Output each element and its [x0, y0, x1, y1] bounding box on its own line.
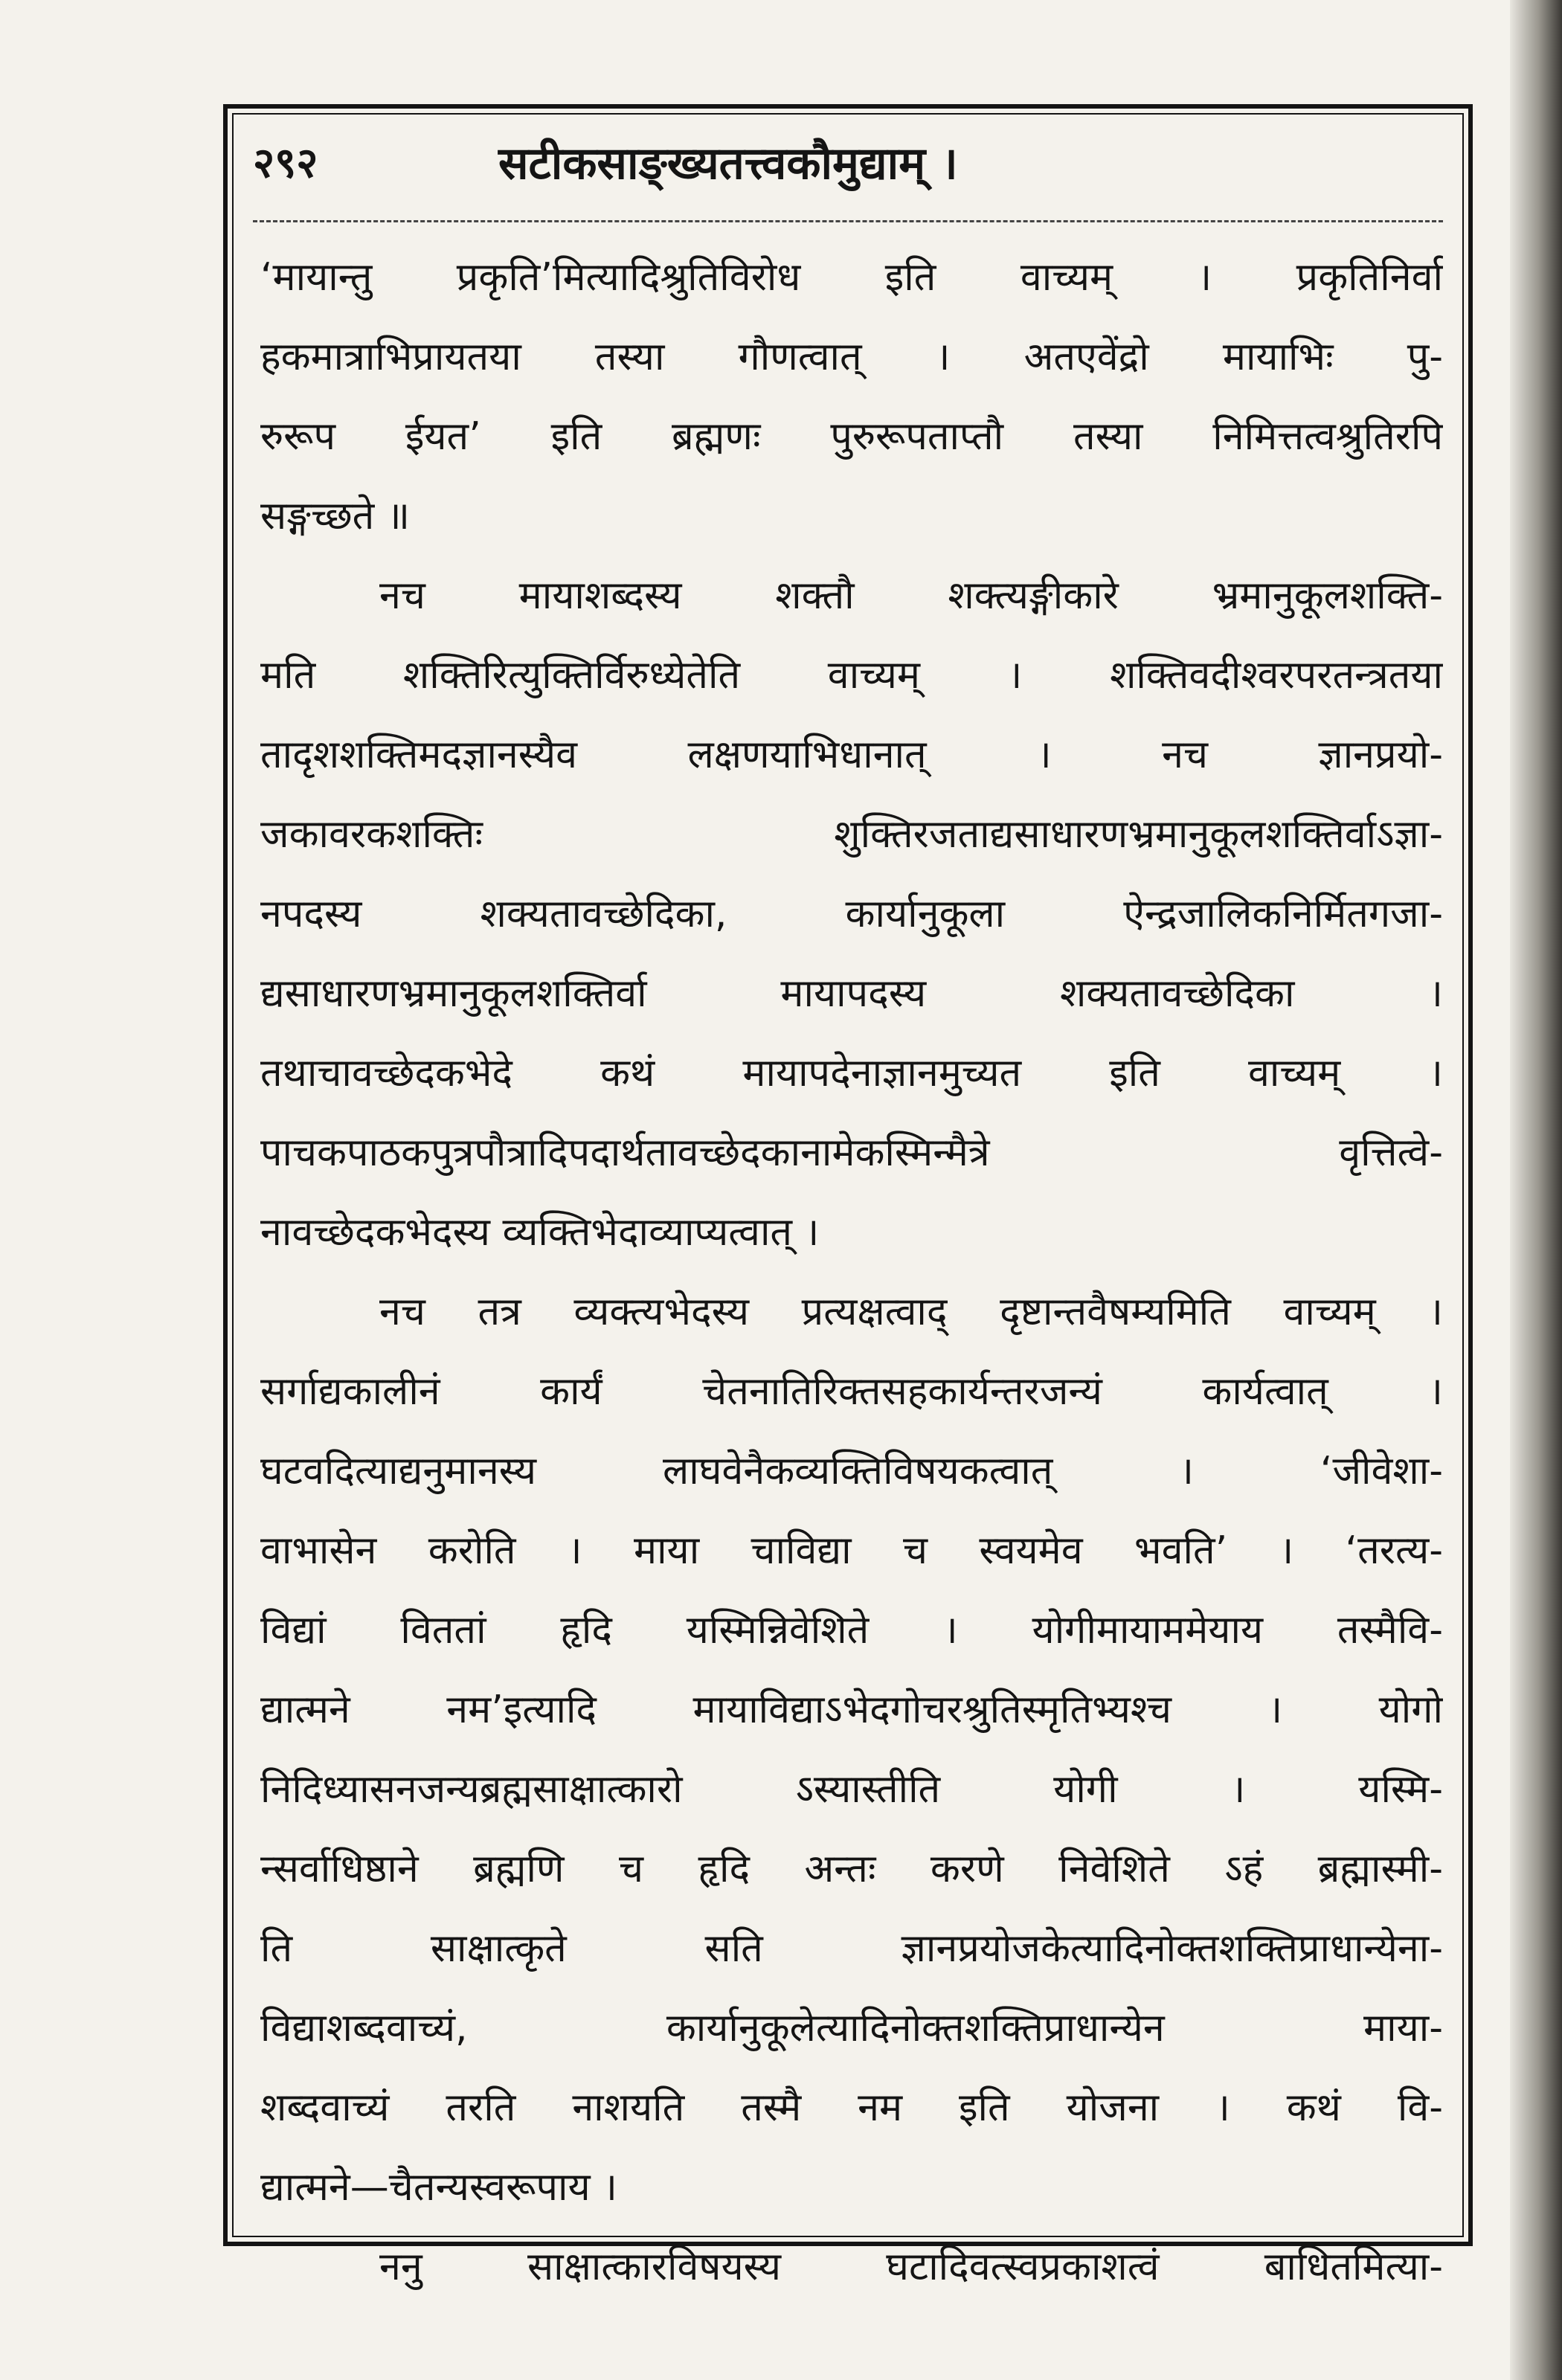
text-line: सर्गाद्यकालीनं कार्यं चेतनातिरिक्तसहकार्यन्तरजन्यं कार्यत्वात् । [260, 1369, 1443, 1414]
paragraph-2 [260, 556, 1443, 1273]
text-line: पाचकपाठकपुत्रपौत्रादिपदार्थतावच्छेदकानामेकस्मिन्मैत्रे वृत्तित्वे- [260, 1130, 1443, 1175]
text-line: द्यसाधारणभ्रमानुकूलशक्तिर्वा मायापदस्य शक्यतावच्छेदिका । [260, 971, 1443, 1016]
text-line: नच तत्र व्यक्त्यभेदस्य प्रत्यक्षत्वाद् दृष्टान्तवैषम्यमिति वाच्यम् । [379, 1290, 1443, 1334]
text-line: नच मायाशब्दस्य शक्तौ शक्त्यङ्गीकारे भ्रमानुकूलशक्ति- [379, 573, 1443, 618]
text-line: मति शक्तिरित्युक्तिर्विरुध्येतेति वाच्यम् । शक्तिवदीश्वरपरतन्त्रतया [260, 653, 1443, 698]
header-divider [253, 220, 1443, 222]
text-line: द्यात्मने—चैतन्यस्वरूपाय । [260, 2165, 617, 2210]
text-line: तथाचावच्छेदकभेदे कथं मायापदेनाज्ञानमुच्यत इति वाच्यम् । [260, 1051, 1443, 1096]
text-line: तादृशशक्तिमदज्ञानस्यैव लक्षणयाभिधानात् । नच ज्ञानप्रयो- [260, 733, 1443, 777]
text-line: हकमात्राभिप्रायतया तस्या गौणत्वात् । अतएवेंद्रो मायाभिः पु- [260, 335, 1443, 379]
text-line: विद्यां विततां हृदि यस्मिन्निवेशिते । योगीमायाममेयाय तस्मैवि- [260, 1608, 1443, 1653]
text-line: ति साक्षात्कृते सति ज्ञानप्रयोजकेत्यादिनोक्तशक्तिप्राधान्येना- [260, 1926, 1443, 1971]
page-number: २९२ [253, 139, 318, 187]
text-line: विद्याशब्दवाच्यं, कार्यानुकूलेत्यादिनोक्तशक्तिप्राधान्येन माया- [260, 2006, 1443, 2051]
text-line: ननु साक्षात्कारविषयस्य घटादिवत्स्वप्रकाशत्वं बाधितमित्या- [379, 2245, 1443, 2289]
text-line: रुरूप ईयत’ इति ब्रह्मणः पुरुरूपताप्तौ तस्या निमित्तत्वश्रुतिरपि [260, 414, 1443, 459]
text-line: सङ्गच्छते ॥ [260, 494, 410, 538]
text-line: द्यात्मने नम’इत्यादि मायाविद्याऽभेदगोचरश्रुतिस्मृतिभ्यश्च । योगो [260, 1688, 1443, 1732]
text-line: घटवदित्याद्यनुमानस्य लाघवेनैकव्यक्तिविषयकत्वात् । ‘जीवेशा- [260, 1449, 1443, 1493]
page-body [260, 238, 1443, 2307]
text-line: ‘मायान्तु प्रकृति’मित्यादिश्रुतिविरोध इति वाच्यम् । प्रकृतिनिर्वा [260, 255, 1443, 300]
text-line: शब्दवाच्यं तरति नाशयति तस्मै नम इति योजना । कथं वि- [260, 2085, 1443, 2130]
text-line: वाभासेन करोति । माया चाविद्या च स्वयमेव भवति’ । ‘तरत्य- [260, 1528, 1443, 1573]
paragraph-1 [260, 238, 1443, 556]
paragraph-4 [260, 2228, 1443, 2307]
running-title: सटीकसाङ्ख्यतत्त्वकौमुद्याम् । [498, 138, 958, 190]
page-header [253, 123, 1443, 205]
text-line: नपदस्य शक्यतावच्छेदिका, कार्यानुकूला ऐन्द्रजालिकनिर्मितगजा- [260, 892, 1443, 936]
text-line: न्सर्वाधिष्ठाने ब्रह्मणि च हृदि अन्तः करणे निवेशिते ऽहं ब्रह्मास्मी- [260, 1847, 1443, 1891]
paragraph-3 [260, 1273, 1443, 2228]
text-line: निदिध्यासनजन्यब्रह्मसाक्षात्कारो ऽस्यास्तीति योगी । यस्मि- [260, 1767, 1443, 1812]
text-line: नावच्छेदकभेदस्य व्यक्तिभेदाव्याप्यत्वात् । [260, 1210, 820, 1255]
book-binding-edge [1510, 0, 1562, 2380]
text-line: जकावरकशक्तिः शुक्तिरजताद्यसाधारणभ्रमानुकूलशक्तिर्वाऽज्ञा- [260, 812, 1443, 857]
